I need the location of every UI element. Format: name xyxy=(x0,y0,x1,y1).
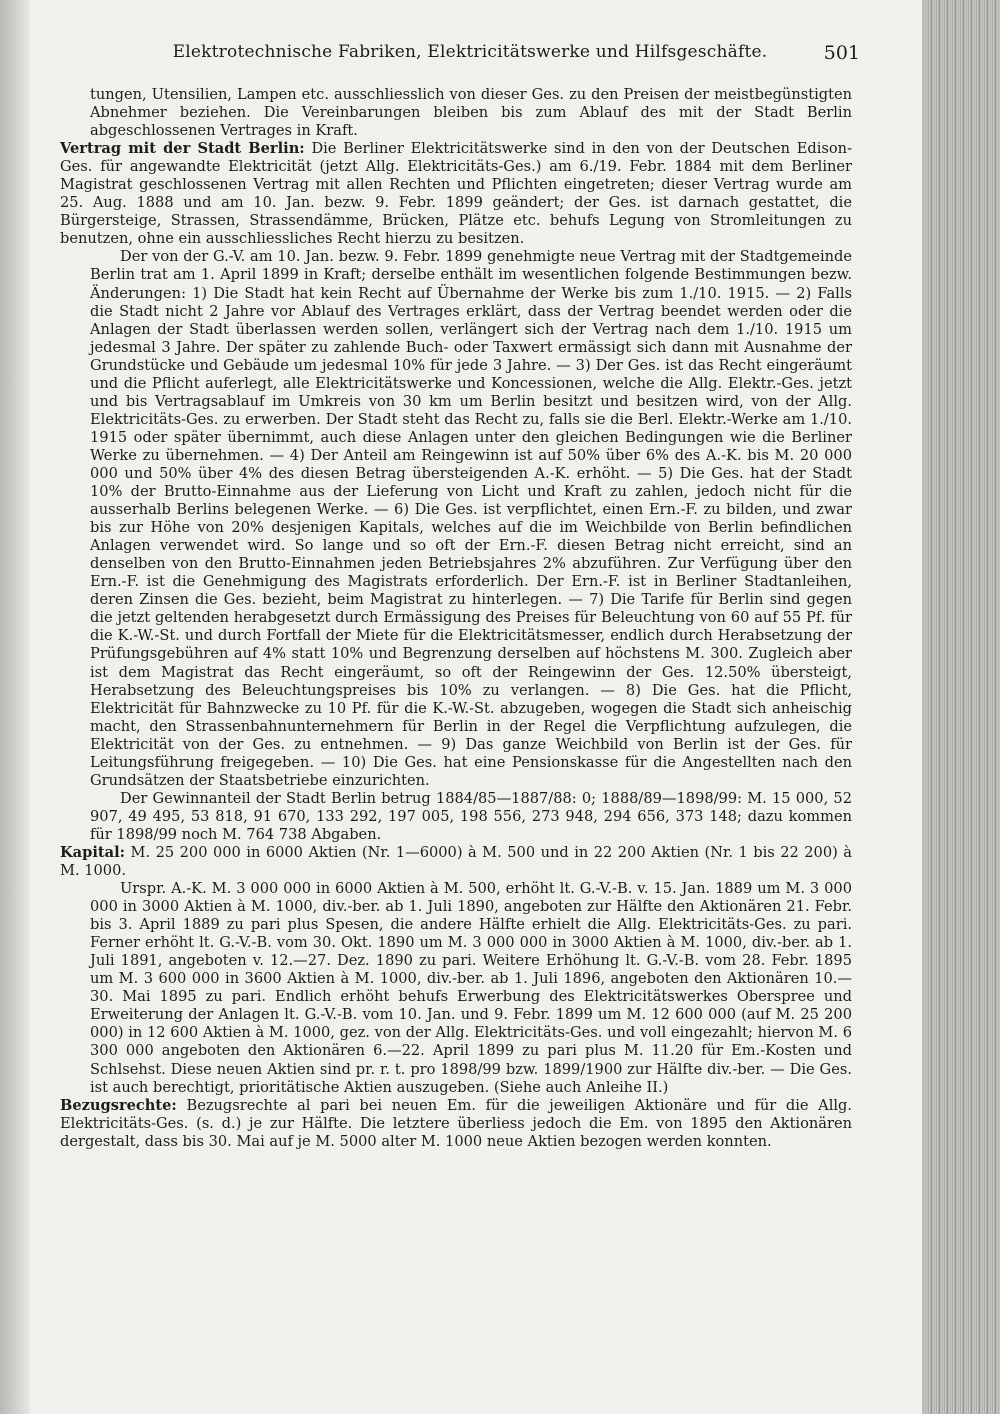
paragraph-kapital xyxy=(60,844,852,880)
entry-text-kapital: M. 25 200 000 in 6000 Aktien (Nr. 1—6000) à M. 500 und in 22 200 Aktien (Nr. 1 bis 22 200) à M. 1000. xyxy=(60,843,853,880)
book-binding-edge xyxy=(928,0,1000,1414)
entry-text-vertrag: Die Berliner Elektricitätswerke sind in den von der Deutschen Edison-Ges. für angewandte Elektricität (jetzt Allg. Elektricitäts-Ges.) am 6./19. Febr. 1884 mit dem Berliner Magistrat geschlossenen Vertrag mit allen Rechten und Pflichten eingetreten; dieser Vertrag wurde am 25. Aug. 1888 und am 10. Jan. bezw. 9. Febr. 1899 geändert; der Ges. ist darnach gestattet, die Bürgersteige, Strassen, Strassendämme, Brücken, Plätze etc. behufs Legung von Stromleitungen zu benutzen, ohne ein ausschliessliches Recht hierzu zu besitzen. xyxy=(60,140,852,248)
paragraph-neuer-vertrag: Der von der G.-V. am 10. Jan. bezw. 9. Febr. 1899 genehmigte neue Vertrag mit der Stadtgemeinde Berlin trat am 1. April 1899 in Kraft; derselbe enthält im wesentlichen folgende Bestimmungen bezw. Änderungen: 1) Die Stadt hat kein Recht auf Übernahme der Werke bis zum 1./10. 1915. — 2) Falls die Stadt nicht 2 Jahre vor Ablauf des Vertrages erklärt, dass der Vertrag beendet werden oder die Anlagen der Stadt überlassen werden sollen, verlängert sich der Vertrag nach dem 1./10. 1915 um jedesmal 3 Jahre. Der später zu zahlende Buch- oder Taxwert ermässigt sich dann mit Ausnahme der Grundstücke und Gebäude um jedesmal 10% für jede 3 Jahre. — 3) Der Ges. ist das Recht eingeräumt und die Pflicht auferlegt, alle Elektricitätswerke und Koncessionen, welche die Allg. Elektr.-Ges. jetzt und bis Vertragsablauf im Umkreis von 30 km um Berlin besitzt und besitzen wird, von der Allg. Elektricitäts-Ges. zu erwerben. Der Stadt steht das Recht zu, falls sie die Berl. Elektr.-Werke am 1./10. 1915 oder später übernimmt, auch diese Anlagen unter den gleichen Bedingungen wie die Berliner Werke zu übernehmen. — 4) Der Anteil am Reingewinn ist auf 50% über 6% des A.-K. bis M. 20 000 000 und 50% über 4% des diesen Betrag übersteigenden A.-K. erhöht. — 5) Die Ges. hat der Stadt 10% der Brutto-Einnahme aus der Lieferung von Licht und Kraft zu zahlen, jedoch nicht für die ausserhalb Berlins belegenen Werke. — 6) Die Ges. ist verpflichtet, einen Ern.-F. zu bilden, und zwar bis zur Höhe von 20% desjenigen Kapitals, welches auf die im Weichbilde von Berlin befindlichen Anlagen verwendet wird. So lange und so oft der Ern.-F. diesen Betrag nicht erreicht, sind an denselben von den Brutto-Einnahmen jeden Betriebsjahres 2% abzuführen. Zur Verfügung über den Ern.-F. ist die Genehmigung des Magistrats erforderlich. Der Ern.-F. ist in Berliner Stadtanleihen, deren Zinsen die Ges. bezieht, beim Magistrat zu hinterlegen. — 7) Die Tarife für Berlin sind gegen die jetzt geltenden herabgesetzt durch Ermässigung des Preises für Beleuchtung von 60 auf 55 Pf. für die K.-W.-St. und durch Fortfall der Miete für die Elektricitätsmesser, endlich durch Herabsetzung der Prüfungsgebühren auf 4% statt 10% und Begrenzung derselben auf höchstens M. 300. Zugleich aber ist dem Magistrat das Recht eingeräumt, so oft der Reingewinn der Ges. 12.50% übersteigt, Herabsetzung des Beleuchtungspreises bis 10% zu verlangen. — 8) Die Ges. hat die Pflicht, Elektricität für Bahnzwecke zu 10 Pf. für die K.-W.-St. abzugeben, wogegen die Stadt sich anheischig macht, den Strassenbahnunternehmern für Berlin in der Regel die Verpflichtung aufzulegen, die Elektricität von der Ges. zu entnehmen. — 9) Das ganze Weichbild von Berlin ist der Ges. für Leitungsführung freigegeben. — 10) Die Ges. hat eine Pensionskasse für die Angestellten nach den Grundsätzen der Staatsbetriebe einzurichten. xyxy=(90,248,852,789)
paragraph-vertrag xyxy=(60,140,852,248)
page-body xyxy=(60,86,853,1151)
page-left-edge xyxy=(0,0,30,1414)
entry-label-kapital: Kapital: xyxy=(60,843,126,861)
entry-text-bezugsrechte: Bezugsrechte al pari bei neuen Em. für die jeweiligen Aktionäre und für die Allg. Elektricitäts-Ges. (s. d.) je zur Hälfte. Die letztere überliess jedoch die Em. von 1895 den Aktionären dergestalt, dass bis 30. Mai auf je M. 5000 alter M. 1000 neue Aktien bezogen werden konnten. xyxy=(60,1096,853,1150)
entry-label-bezugsrechte: Bezugsrechte: xyxy=(60,1096,177,1114)
paragraph-continuation: tungen, Utensilien, Lampen etc. ausschliesslich von dieser Ges. zu den Preisen der meistbegünstigten Abnehmer beziehen. Die Vereinbarungen bleiben bis zum Ablauf des mit der Stadt Berlin abgeschlossenen Vertrages in Kraft. xyxy=(90,86,852,140)
paragraph-gewinnanteil: Der Gewinnanteil der Stadt Berlin betrug 1884/85—1887/88: 0; 1888/89—1898/99: M. 15 000, 52 907, 49 495, 53 818, 91 670, 133 292, 197 005, 198 556, 273 948, 294 656, 373 148; dazu kommen für 1898/99 noch M. 764 738 Abgaben. xyxy=(90,789,852,843)
paragraph-kapital-history: Urspr. A.-K. M. 3 000 000 in 6000 Aktien à M. 500, erhöht lt. G.-V.-B. v. 15. Jan. 1889 um M. 3 000 000 in 3000 Aktien à M. 1000, div.-ber. ab 1. Juli 1890, angeboten zur Hälfte den Aktionären 21. Febr. bis 3. April 1889 zu pari plus Spesen, die andere Hälfte erhielt die Allg. Elektricitäts-Ges. zu pari. Ferner erhöht lt. G.-V.-B. vom 30. Okt. 1890 um M. 3 000 000 in 3000 Aktien à M. 1000, div.-ber. ab 1. Juli 1891, angeboten v. 12.—27. Dez. 1890 zu pari. Weitere Erhöhung lt. G.-V.-B. vom 28. Febr. 1895 um M. 3 600 000 in 3600 Aktien à M. 1000, div.-ber. ab 1. Juli 1896, angeboten den Aktionären 10.—30. Mai 1895 zu pari. Endlich erhöht behufs Erwerbung des Elektricitätswerkes Oberspree und Erweiterung der Anlagen lt. G.-V.-B. vom 10. Jan. und 9. Febr. 1899 um M. 12 600 000 (auf M. 25 200 000) in 12 600 Aktien à M. 1000, gez. von der Allg. Elektricitäts-Ges. und voll eingezahlt; hiervon M. 6 300 000 angeboten den Aktionären 6.—22. April 1899 zu pari plus M. 11.20 für Em.-Kosten und Schlsehst. Diese neuen Aktien sind pr. r. t. pro 1898/99 bzw. 1899/1900 zur Hälfte div.-ber. — Die Ges. ist auch berechtigt, prioritätische Aktien auszugeben. (Siehe auch Anleihe II.) xyxy=(90,880,852,1096)
entry-label-vertrag: Vertrag mit der Stadt Berlin: xyxy=(60,140,305,158)
running-title: Elektrotechnische Fabriken, Elektricitätswerke und Hilfsgeschäfte. xyxy=(172,42,768,62)
page-number: 501 xyxy=(823,42,860,64)
paragraph-bezugsrechte xyxy=(60,1097,852,1151)
page-header xyxy=(60,42,860,70)
